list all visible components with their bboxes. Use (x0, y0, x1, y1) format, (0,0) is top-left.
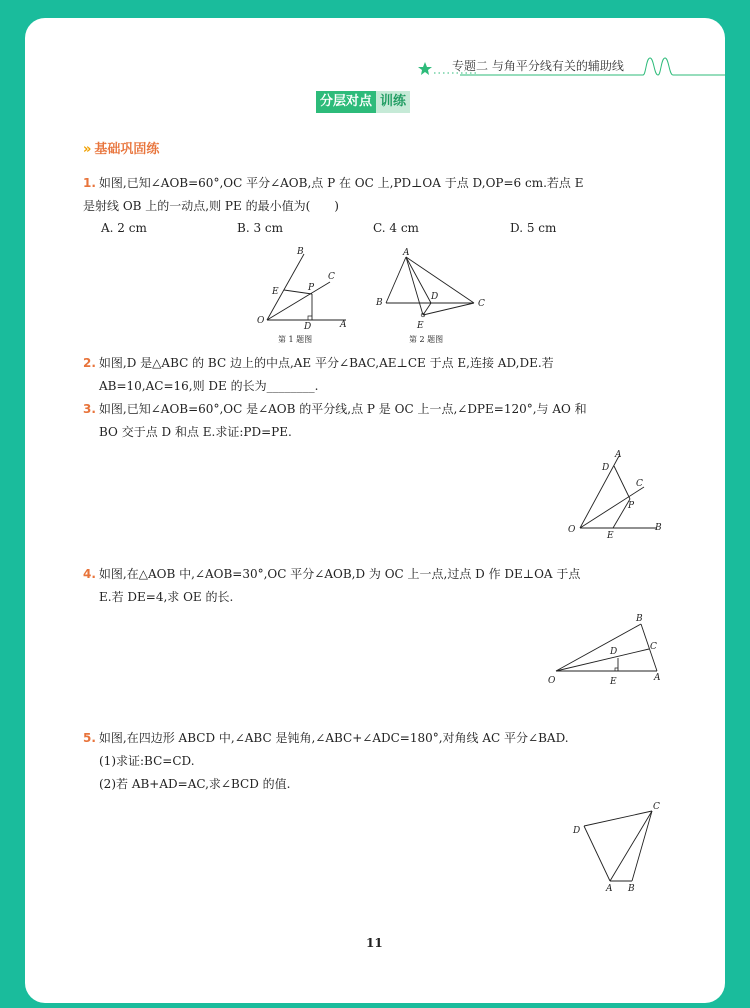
question-number: 5. (83, 731, 96, 745)
label-c: C (650, 642, 657, 652)
question-text: 如图,在△AOB 中,∠AOB=30°,OC 平分∠AOB,D 为 OC 上一点,过点 D 作 DE⊥OA 于点 (98, 567, 581, 581)
label-e: E (607, 531, 614, 541)
option-a: A. 2 cm (101, 221, 147, 235)
label-a: A (654, 673, 661, 683)
question-5 (83, 727, 667, 796)
option-b: B. 3 cm (237, 221, 283, 235)
label-d: D (573, 826, 581, 836)
question-number: 1. (83, 176, 96, 190)
question-number: 4. (83, 567, 96, 581)
question-number: 3. (83, 402, 96, 416)
label-c: C (653, 802, 660, 812)
section-heading (83, 138, 159, 157)
label-e: E (417, 321, 424, 331)
label-e: E (610, 677, 617, 687)
label-c: C (478, 299, 485, 309)
question-subpart-1: (1)求证:BC=CD. (99, 754, 195, 768)
question-text: E.若 DE=4,求 OE 的长. (99, 590, 234, 604)
label-o: O (257, 316, 265, 326)
label-c: C (328, 272, 335, 282)
label-d: D (431, 292, 439, 302)
label-e: E (272, 287, 279, 297)
question-text: 如图,D 是△ABC 的 BC 边上的中点,AE 平分∠BAC,AE⊥CE 于点 E,连接 AD,DE.若 (98, 356, 554, 370)
label-d: D (304, 322, 312, 332)
figure-1 (252, 243, 358, 345)
label-b: B (655, 523, 662, 533)
question-1 (83, 172, 667, 218)
label-d: D (602, 463, 610, 473)
section-title: 基础巩固练 (94, 142, 160, 157)
label-b: B (376, 298, 383, 308)
badge-part1: 分层对点 (316, 91, 376, 113)
label-p: P (308, 283, 315, 293)
question-text: 如图,已知∠AOB=60°,OC 平分∠AOB,点 P 在 OC 上,PD⊥OA 于点 D,OP=6 cm.若点 E (98, 176, 584, 190)
question-text: AB=10,AC=16,则 DE 的长为________. (99, 379, 319, 393)
question-3 (83, 398, 667, 444)
figure-4 (544, 608, 670, 690)
option-d: D. 5 cm (510, 221, 557, 235)
figure-caption: 第 1 题图 (278, 335, 313, 344)
label-a: A (340, 320, 347, 330)
section-badge (316, 91, 410, 113)
double-chevron-icon: » (83, 142, 89, 157)
question-subpart-2: (2)若 AB+AD=AC,求∠BCD 的值. (99, 777, 291, 791)
question-2 (83, 352, 667, 398)
header-title: 专题二 与角平分线有关的辅助线 (452, 59, 624, 73)
label-a: A (606, 884, 613, 894)
label-o: O (568, 525, 576, 535)
label-c: C (636, 479, 643, 489)
label-d: D (610, 647, 618, 657)
label-o: O (548, 676, 556, 686)
label-a: A (403, 248, 410, 258)
figure-caption: 第 2 题图 (409, 335, 444, 344)
question-text: 是射线 OB 上的一动点,则 PE 的最小值为( ) (83, 199, 339, 213)
question-text: 如图,已知∠AOB=60°,OC 是∠AOB 的平分线,点 P 是 OC 上一点,∠DPE=120°,与 AO 和 (98, 402, 587, 416)
question-4 (83, 563, 667, 609)
question-text: 如图,在四边形 ABCD 中,∠ABC 是钝角,∠ABC+∠ADC=180°,对角线 AC 平分∠BAD. (98, 731, 569, 745)
question-number: 2. (83, 356, 96, 370)
label-p: P (628, 501, 635, 511)
question-text: BO 交于点 D 和点 E.求证:PD=PE. (99, 425, 292, 439)
label-b: B (636, 614, 643, 624)
label-b: B (297, 247, 304, 257)
figure-5 (566, 796, 670, 896)
badge-part2: 训练 (376, 91, 410, 113)
label-b: B (628, 884, 635, 894)
figure-3 (562, 446, 674, 546)
label-a: A (615, 450, 622, 460)
option-c: C. 4 cm (373, 221, 419, 235)
figure-2 (371, 243, 493, 345)
page-number: 11 (366, 936, 383, 950)
